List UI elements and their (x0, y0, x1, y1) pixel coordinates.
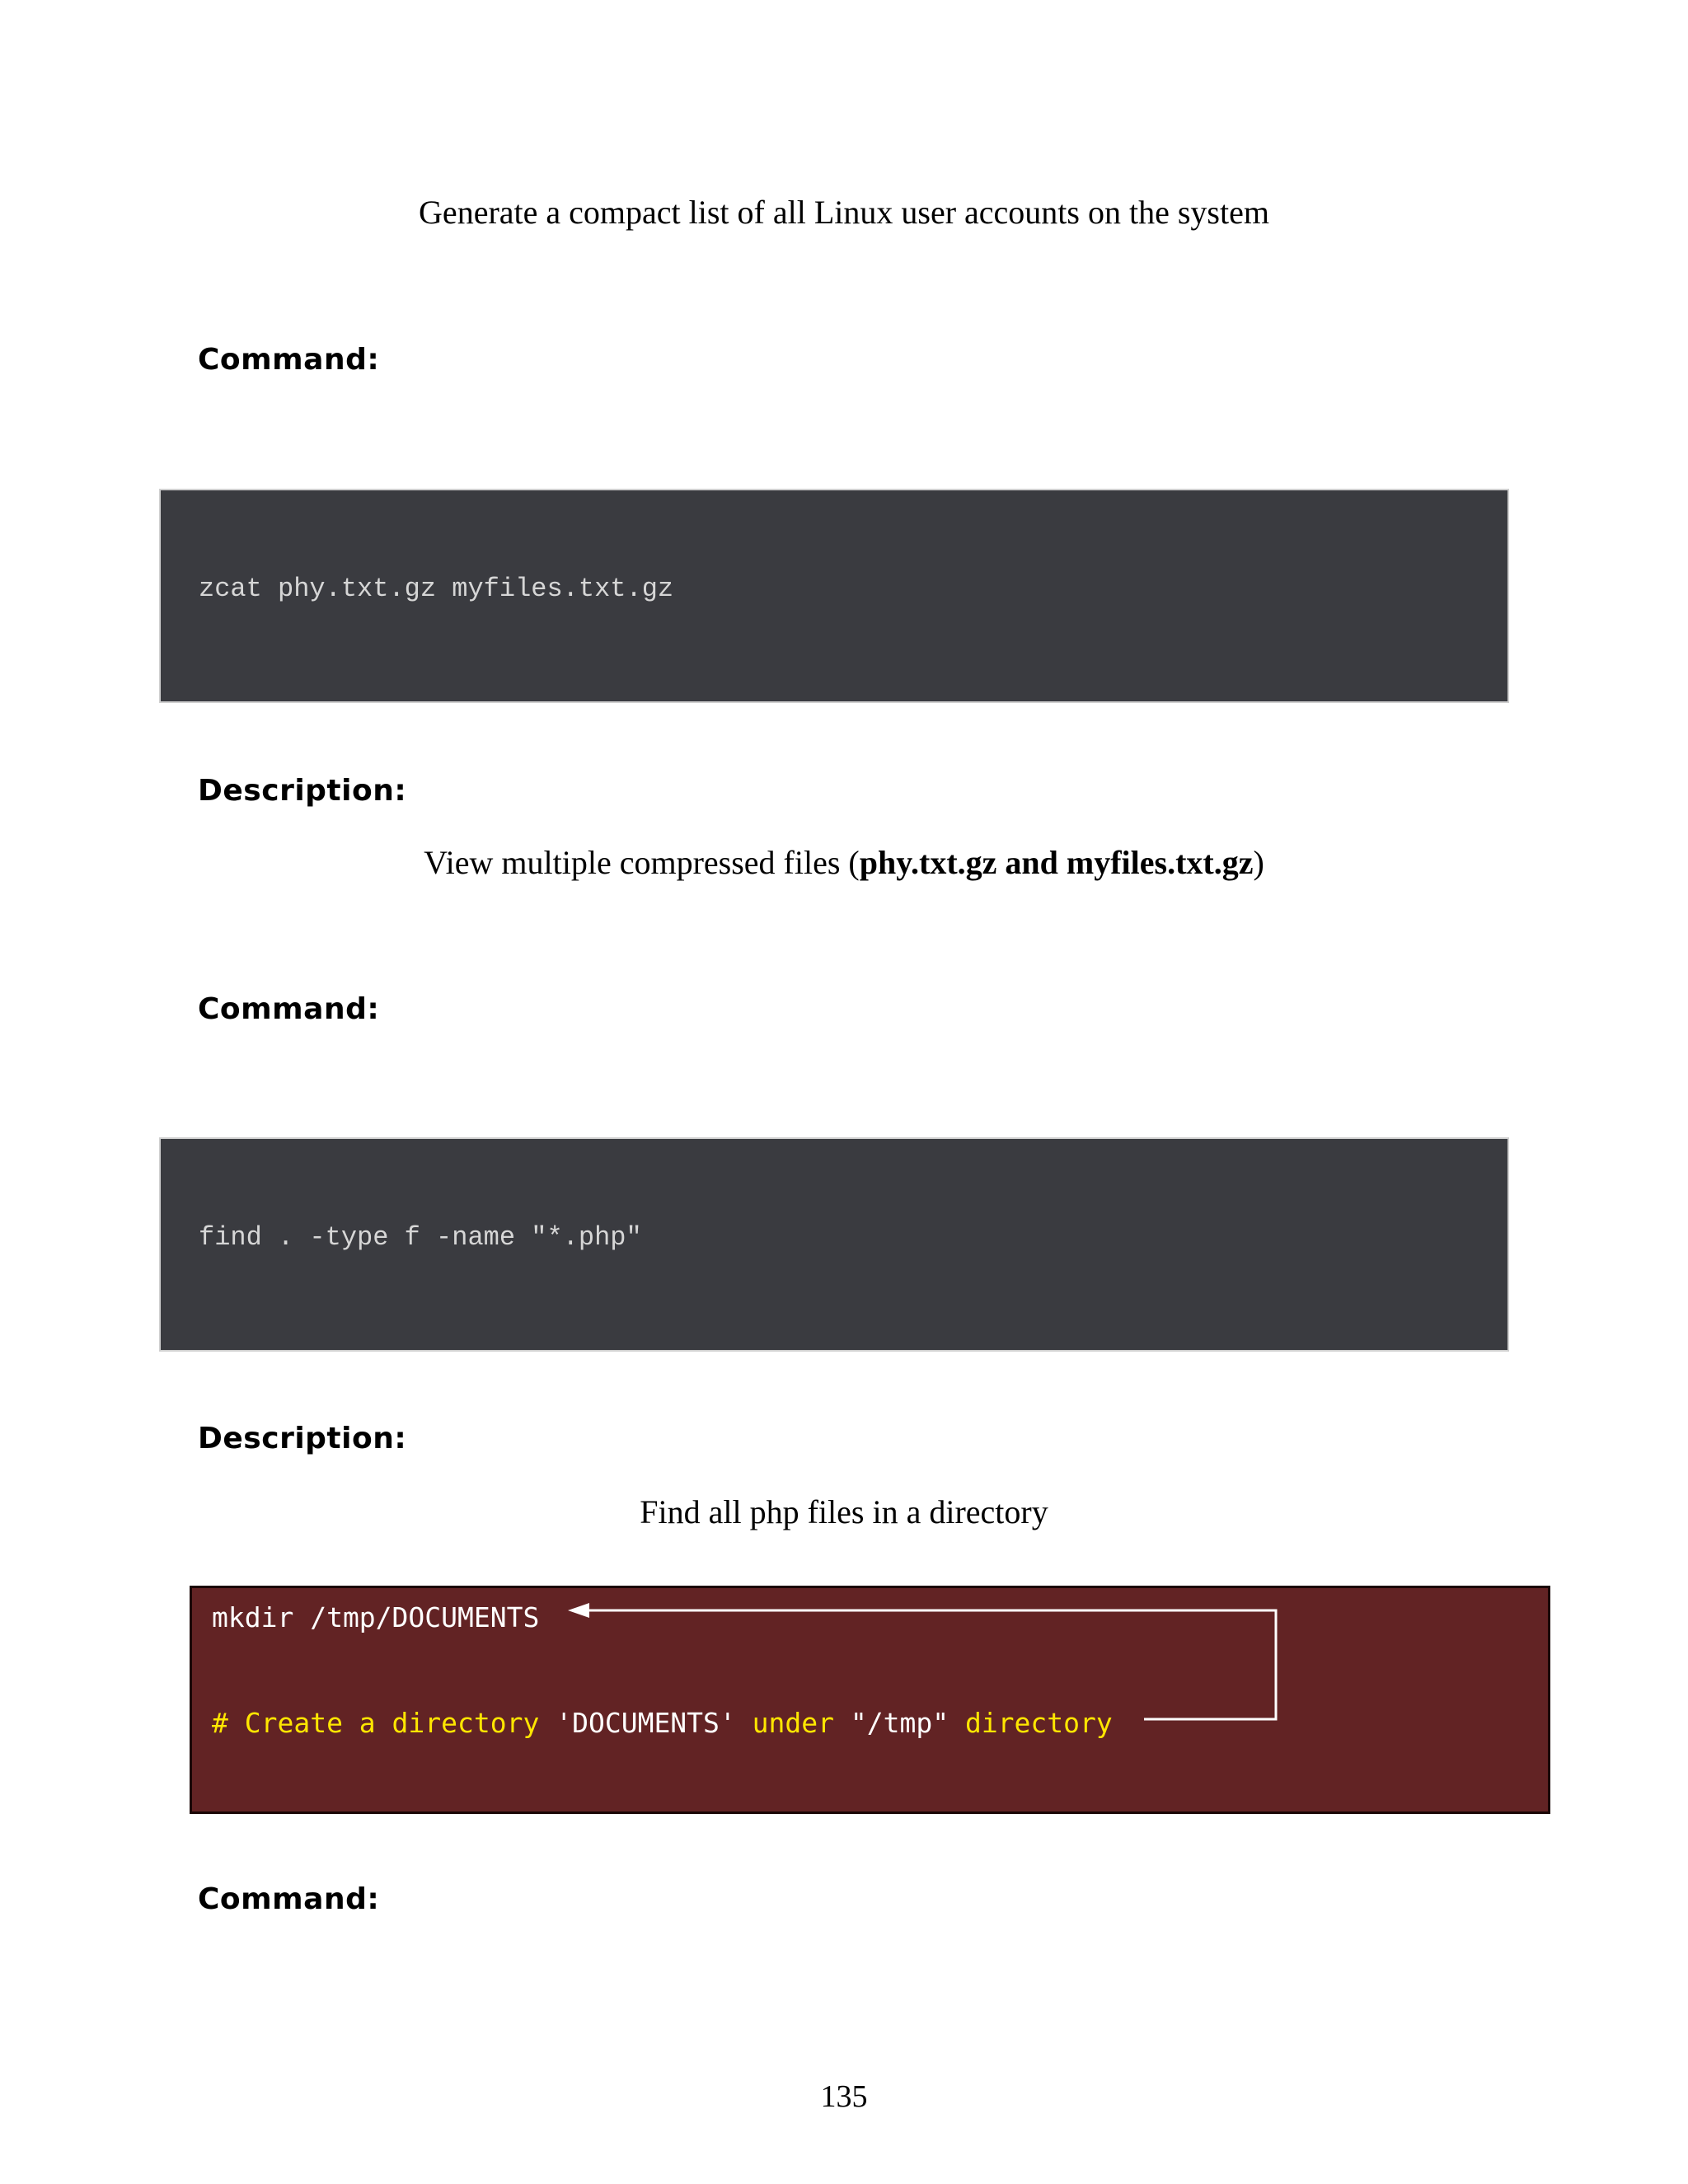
description-1-prefix: View multiple compressed files ( (424, 844, 860, 881)
description-2: Find all php files in a directory (640, 1493, 1048, 1530)
page-number: 135 (820, 2079, 868, 2114)
description-heading-1: Description: (198, 774, 407, 808)
code-block-1[interactable] (159, 489, 1509, 703)
example-command: mkdir /tmp/DOCUMENTS (212, 1601, 540, 1633)
code-text-2: find . -type f -name "*.php" (199, 1222, 642, 1253)
code-block-2[interactable] (159, 1137, 1509, 1352)
comment-token: directory (949, 1707, 1113, 1739)
example-code-box (190, 1586, 1550, 1814)
comment-token: under (735, 1707, 851, 1739)
description-heading-2: Description: (198, 1422, 407, 1455)
comment-token: 'DOCUMENTS' (556, 1707, 736, 1739)
code-text-1: zcat phy.txt.gz myfiles.txt.gz (199, 574, 674, 604)
annotation-arrow-icon (192, 1588, 1553, 1816)
description-1-suffix: ) (1253, 844, 1264, 881)
command-heading-2: Command: (198, 992, 380, 1026)
intro-line: Generate a compact list of all Linux user accounts on the system (419, 194, 1269, 231)
command-heading-1: Command: (198, 343, 380, 377)
command-heading-3: Command: (198, 1882, 380, 1916)
description-1 (0, 843, 1688, 883)
comment-token: # Create a directory (212, 1707, 556, 1739)
description-1-bold: phy.txt.gz and myfiles.txt.gz (859, 844, 1254, 881)
comment-token: "/tmp" (850, 1707, 950, 1739)
